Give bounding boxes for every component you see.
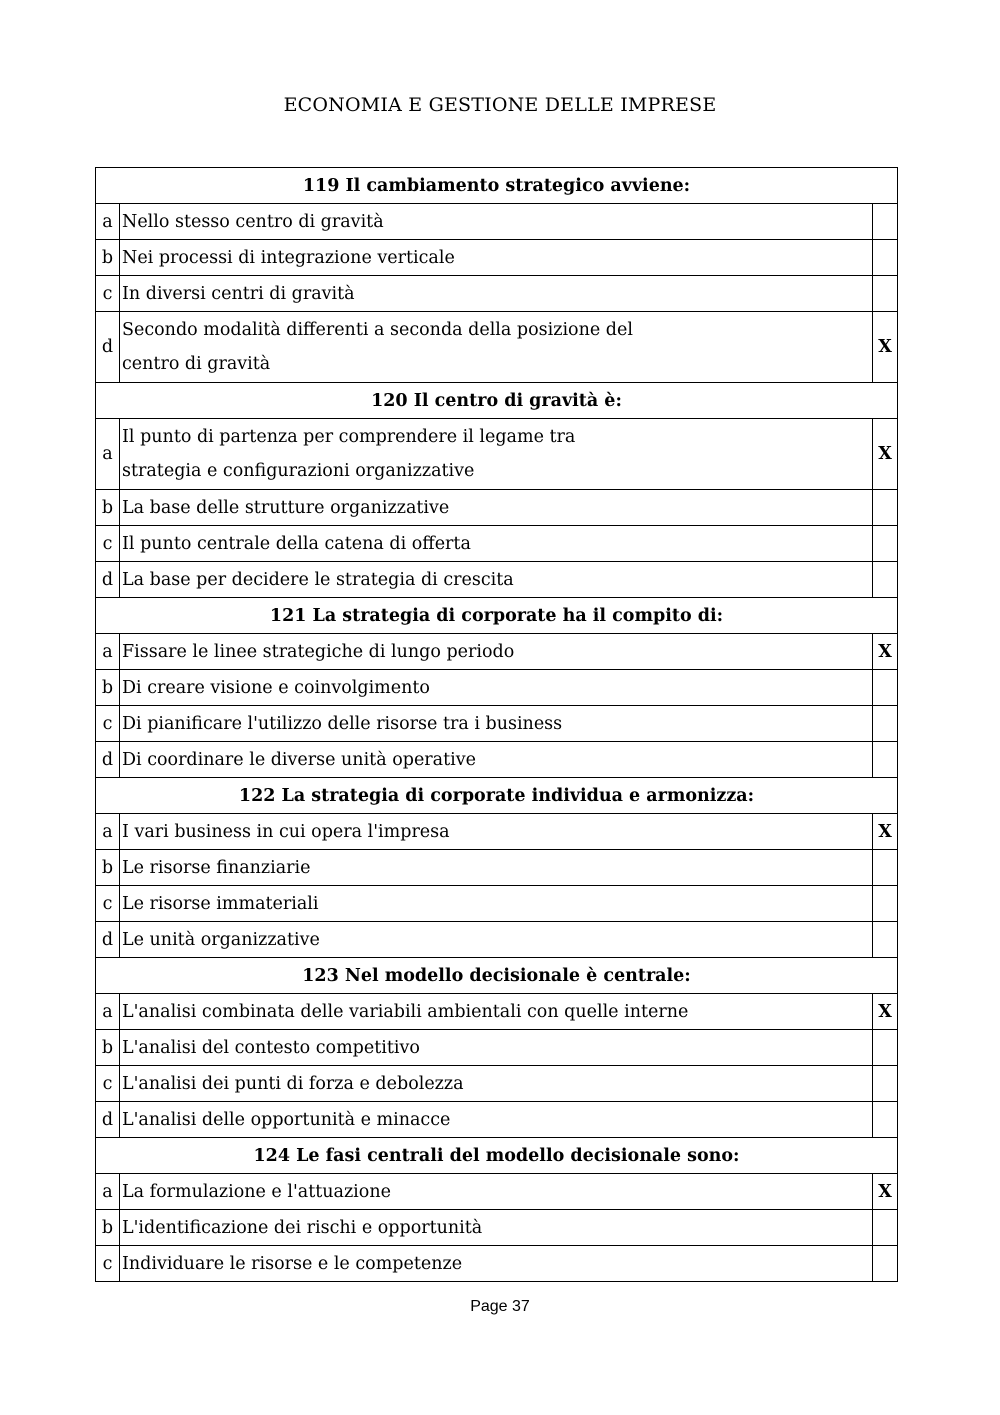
answer-letter: a [96, 419, 120, 490]
answer-mark [873, 670, 898, 706]
answer-mark [873, 240, 898, 276]
answer-mark [873, 742, 898, 778]
answer-row [96, 204, 898, 240]
answer-row [96, 1066, 898, 1102]
answer-text: Le unità organizzative [120, 922, 873, 958]
answer-letter: c [96, 276, 120, 312]
answer-text: L'analisi del contesto competitivo [120, 1030, 873, 1066]
page-number: Page 37 [470, 1298, 530, 1315]
question-row [96, 778, 898, 814]
answer-row [96, 419, 898, 490]
answer-text: Nello stesso centro di gravità [120, 204, 873, 240]
answer-text: I vari business in cui opera l'impresa [120, 814, 873, 850]
document-title: ECONOMIA E GESTIONE DELLE IMPRESE [283, 94, 717, 116]
answer-text: Fissare le linee strategiche di lungo periodo [120, 634, 873, 670]
answer-mark [873, 1030, 898, 1066]
answer-letter: a [96, 814, 120, 850]
question-title: 121 La strategia di corporate ha il compito di: [96, 598, 898, 634]
answer-row [96, 240, 898, 276]
answer-letter: d [96, 312, 120, 383]
answer-text: Le risorse immateriali [120, 886, 873, 922]
answer-text: L'identificazione dei rischi e opportunità [120, 1210, 873, 1246]
answer-row [96, 312, 898, 383]
question-row [96, 383, 898, 419]
answer-letter: d [96, 562, 120, 598]
answer-mark [873, 886, 898, 922]
answer-mark: X [873, 419, 898, 490]
answer-letter: a [96, 204, 120, 240]
answer-letter: b [96, 240, 120, 276]
answer-row [96, 276, 898, 312]
answer-mark [873, 1066, 898, 1102]
question-row [96, 958, 898, 994]
answer-letter: d [96, 742, 120, 778]
answer-text: Il punto centrale della catena di offerta [120, 526, 873, 562]
answer-row [96, 1174, 898, 1210]
answer-row [96, 562, 898, 598]
answer-letter: b [96, 850, 120, 886]
answer-row [96, 706, 898, 742]
answer-mark [873, 490, 898, 526]
answer-text: L'analisi combinata delle variabili ambientali con quelle interne [120, 994, 873, 1030]
answer-row [96, 1102, 898, 1138]
answer-mark [873, 562, 898, 598]
answer-mark [873, 1210, 898, 1246]
answer-text: In diversi centri di gravità [120, 276, 873, 312]
answer-letter: a [96, 994, 120, 1030]
answer-row [96, 1030, 898, 1066]
answer-letter: d [96, 922, 120, 958]
question-title: 120 Il centro di gravità è: [96, 383, 898, 419]
answer-letter: d [96, 1102, 120, 1138]
answer-mark [873, 1102, 898, 1138]
answer-row [96, 634, 898, 670]
answer-letter: b [96, 490, 120, 526]
answer-text: Di pianificare l'utilizzo delle risorse tra i business [120, 706, 873, 742]
answer-row [96, 886, 898, 922]
question-row [96, 598, 898, 634]
question-title: 124 Le fasi centrali del modello decisionale sono: [96, 1138, 898, 1174]
answer-mark: X [873, 312, 898, 383]
answer-text: Secondo modalità differenti a seconda della posizione del centro di gravità [120, 312, 873, 383]
answer-letter: c [96, 526, 120, 562]
answer-mark: X [873, 634, 898, 670]
answer-row [96, 490, 898, 526]
question-title: 122 La strategia di corporate individua e armonizza: [96, 778, 898, 814]
answer-text: Individuare le risorse e le competenze [120, 1246, 873, 1282]
answer-mark [873, 276, 898, 312]
answer-row [96, 1210, 898, 1246]
answer-text: La formulazione e l'attuazione [120, 1174, 873, 1210]
answer-text: Le risorse finanziarie [120, 850, 873, 886]
answer-row [96, 526, 898, 562]
question-row [96, 1138, 898, 1174]
answer-mark [873, 922, 898, 958]
answer-letter: c [96, 1066, 120, 1102]
answer-letter: b [96, 1030, 120, 1066]
answer-mark: X [873, 994, 898, 1030]
answer-mark [873, 1246, 898, 1282]
answer-row [96, 742, 898, 778]
quiz-table [95, 167, 898, 1282]
answer-text: Il punto di partenza per comprendere il legame tra strategia e configurazioni organizzative [120, 419, 873, 490]
answer-letter: c [96, 886, 120, 922]
answer-letter: c [96, 706, 120, 742]
question-title: 123 Nel modello decisionale è centrale: [96, 958, 898, 994]
answer-text: La base per decidere le strategia di crescita [120, 562, 873, 598]
answer-letter: c [96, 1246, 120, 1282]
answer-text: L'analisi dei punti di forza e debolezza [120, 1066, 873, 1102]
answer-text: La base delle strutture organizzative [120, 490, 873, 526]
question-row [96, 168, 898, 204]
answer-mark [873, 850, 898, 886]
answer-row [96, 922, 898, 958]
answer-mark: X [873, 1174, 898, 1210]
answer-letter: b [96, 670, 120, 706]
answer-letter: a [96, 1174, 120, 1210]
answer-row [96, 994, 898, 1030]
answer-text: Nei processi di integrazione verticale [120, 240, 873, 276]
question-title: 119 Il cambiamento strategico avviene: [96, 168, 898, 204]
answer-text: Di coordinare le diverse unità operative [120, 742, 873, 778]
answer-mark [873, 204, 898, 240]
answer-row [96, 850, 898, 886]
answer-text: Di creare visione e coinvolgimento [120, 670, 873, 706]
answer-mark [873, 706, 898, 742]
answer-mark: X [873, 814, 898, 850]
answer-letter: a [96, 634, 120, 670]
answer-mark [873, 526, 898, 562]
answer-row [96, 814, 898, 850]
answer-row [96, 670, 898, 706]
answer-text: L'analisi delle opportunità e minacce [120, 1102, 873, 1138]
answer-letter: b [96, 1210, 120, 1246]
answer-row [96, 1246, 898, 1282]
